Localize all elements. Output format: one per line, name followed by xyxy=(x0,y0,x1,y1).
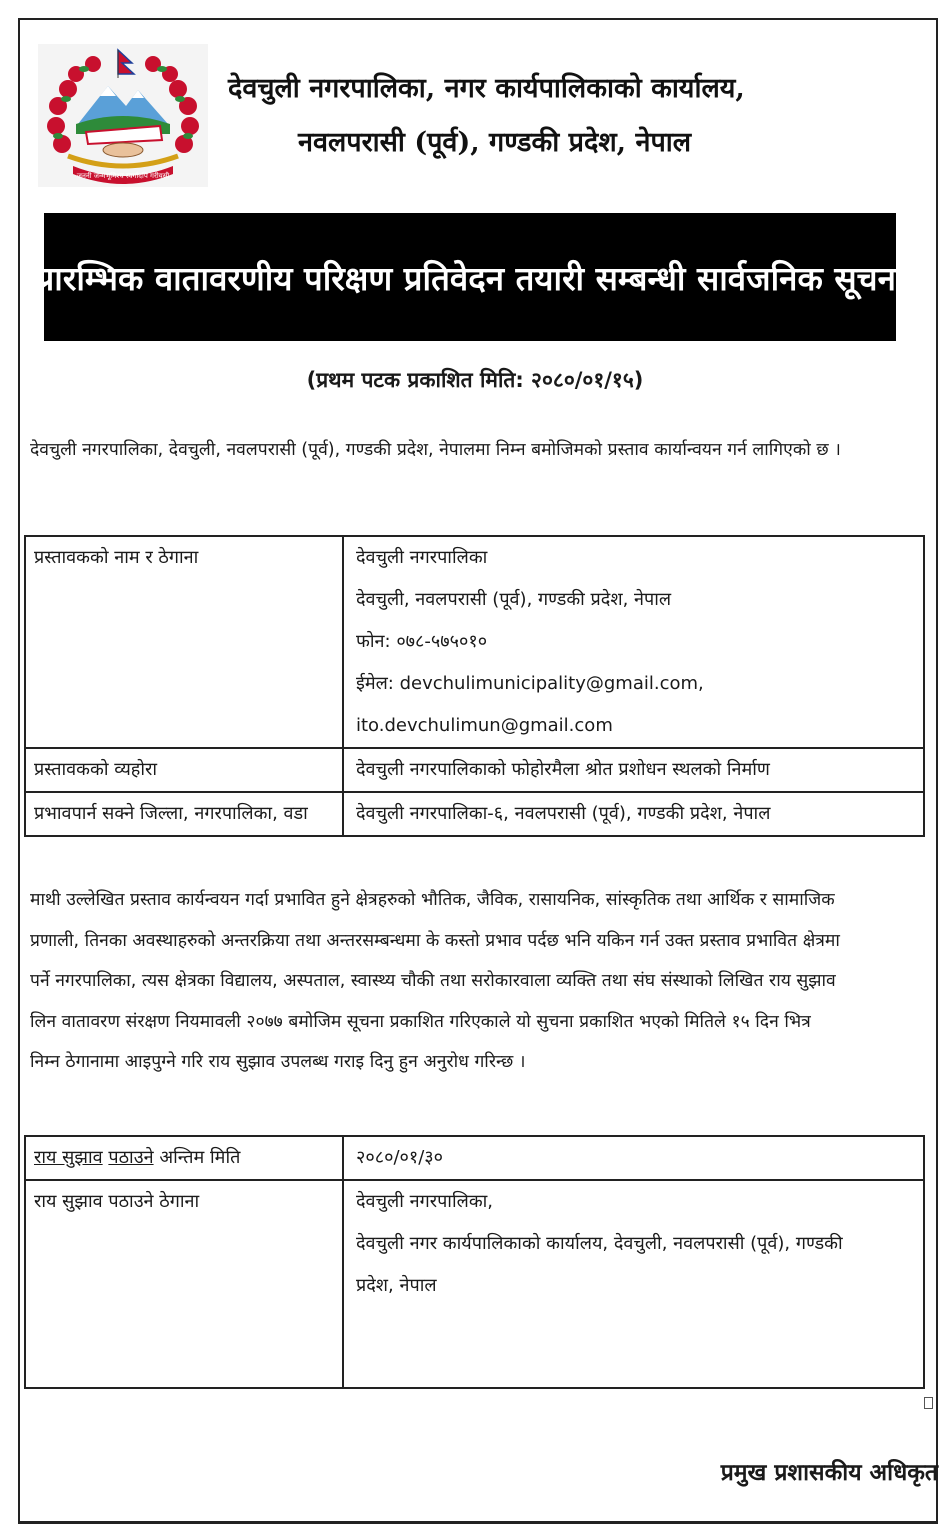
intro-text: देवचुली नगरपालिका, देवचुली, नवलपरासी (पूर्व), गण्डकी प्रदेश, नेपालमा निम्न बमोजिमको प्रस्ताव कार्यान्वयन गर्न लागिएको छ । xyxy=(30,440,841,460)
proposal-table xyxy=(24,535,925,837)
emblem-motto-text: जननी जन्मभूमिश्च स्वर्गादपि गरीयसी xyxy=(76,172,170,180)
nepal-emblem-logo xyxy=(38,44,208,187)
deadline-label xyxy=(25,1136,343,1180)
affected-area: देवचुली नगरपालिका-६, नवलपरासी (पूर्व), गण्डकी प्रदेश, नेपाल xyxy=(343,792,924,836)
paragraph-line: माथी उल्लेखित प्रस्ताव कार्यन्वयन गर्दा प्रभावित हुने क्षेत्रहरुको भौतिक, जैविक, रासायनिक, सांस्कृतिक तथा आर्थिक र सामाजिक xyxy=(30,890,835,910)
scan-artifact xyxy=(924,1397,933,1409)
notice-title: प्रारम्भिक वातावरणीय परिक्षण प्रतिवेदन तयारी सम्बन्धी सार्वजनिक सूचना xyxy=(35,258,905,298)
office-address: नवलपरासी (पूर्व), गण्डकी प्रदेश, नेपाल xyxy=(298,127,692,158)
deadline-label-part3: अन्तिम मिति xyxy=(159,1147,241,1168)
cropped-top-text xyxy=(0,0,950,10)
feedback-address-line: देवचुली नगरपालिका, xyxy=(356,1191,494,1212)
table-row xyxy=(25,748,924,792)
table-row xyxy=(25,792,924,836)
paragraph-line: पर्ने नगरपालिका, त्यस क्षेत्रका विद्यालय, अस्पताल, स्वास्थ्य चौकी तथा सरोकारवाला व्यक्ति तथा संघ संस्थाको लिखित राय सुझाव xyxy=(30,971,836,991)
deadline-label-part1: राय सुझाव xyxy=(34,1147,103,1168)
feedback-address-label: राय सुझाव पठाउने ठेगाना xyxy=(25,1180,343,1388)
affected-area-label: प्रभावपार्न सक्ने जिल्ला, नगरपालिका, वडा xyxy=(25,792,343,836)
proposer-email: ईमेल: devchulimunicipality@gmail.com, ito.devchulimun@gmail.com xyxy=(356,673,704,736)
request-paragraph xyxy=(30,880,938,1083)
table-row xyxy=(25,1180,924,1388)
proposer-phone: फोन: ०७८-५७५०१० xyxy=(356,631,488,652)
paragraph-line: प्रणाली, तिनका अवस्थाहरुको अन्तरक्रिया तथा अन्तरसम्बन्धमा के कस्तो प्रभाव पर्दछ भनि यकिन गर्न उक्त प्रस्ताव प्रभावित क्षेत्रमा xyxy=(30,930,840,951)
feedback-address-line: प्रदेश, नेपाल xyxy=(356,1275,437,1296)
feedback-address xyxy=(343,1180,924,1388)
proposal-description: देवचुली नगरपालिकाको फोहोरमैला श्रोत प्रशोधन स्थलको निर्माण xyxy=(343,748,924,792)
paragraph-line: लिन वातावरण संरक्षण नियमावली २०७७ बमोजिम सूचना प्रकाशित गरिएकाले यो सुचना प्रकाशित भएको मितिले १५ दिन भित्र xyxy=(30,1011,811,1032)
proposer-details xyxy=(343,536,924,748)
office-name: देवचुली नगरपालिका, नगर कार्यपालिकाको कार्यालय, xyxy=(228,73,745,104)
signatory-title: प्रमुख प्रशासकीय अधिकृत xyxy=(720,1459,938,1486)
table-row xyxy=(25,536,924,748)
proposal-description-label: प्रस्तावकको व्यहोरा xyxy=(25,748,343,792)
proposer-label: प्रस्तावकको नाम र ठेगाना xyxy=(25,536,343,748)
paragraph-line: निम्न ठेगानामा आइपुग्ने गरि राय सुझाव उपलब्ध गराइ दिनु हुन अनुरोध गरिन्छ । xyxy=(30,1052,526,1072)
notice-title-banner xyxy=(35,213,905,341)
deadline-date: २०८०/०१/३० xyxy=(343,1136,924,1180)
table-row xyxy=(25,1136,924,1180)
proposer-address: देवचुली, नवलपरासी (पूर्व), गण्डकी प्रदेश, नेपाल xyxy=(356,589,672,610)
feedback-address-line: देवचुली नगर कार्यपालिकाको कार्यालय, देवचुली, नवलपरासी (पूर्व), गण्डकी xyxy=(356,1233,843,1254)
feedback-table xyxy=(24,1135,925,1389)
proposer-name: देवचुली नगरपालिका xyxy=(356,547,488,568)
deadline-label-part2: पठाउने xyxy=(108,1147,154,1168)
publication-date: (प्रथम पटक प्रकाशित मिति: २०८०/०१/१५) xyxy=(306,368,644,392)
